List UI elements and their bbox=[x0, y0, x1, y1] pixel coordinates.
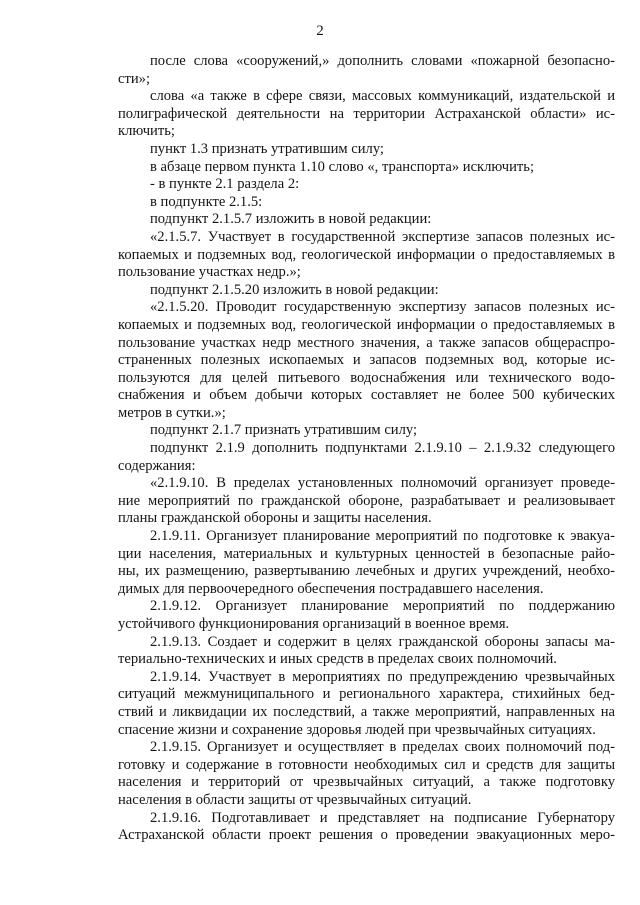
text-line: ны, их размещению, развертыванию лечебных и других учреждений, необхо- bbox=[118, 563, 615, 580]
page-number: 2 bbox=[316, 23, 324, 39]
text-line: Астраханской области проект решения о проведении эвакуационных меро- bbox=[118, 827, 615, 844]
text-line: слова «а также в сфере связи, массовых коммуникаций, издательской и bbox=[150, 88, 615, 105]
text-line: спасение жизни и сохранение здоровья людей при чрезвычайных ситуациях. bbox=[118, 721, 596, 738]
text-line: планы гражданской обороны и защиты населения. bbox=[118, 510, 432, 527]
text-line: «2.1.5.7. Участвует в государственной экспертизе запасов полезных ис- bbox=[150, 228, 615, 245]
text-line: устойчивого функционирования организаций в военное время. bbox=[118, 616, 510, 632]
document-body bbox=[118, 53, 615, 845]
text-line: страненных полезных ископаемых и запасов подземных вод, которые ис- bbox=[118, 352, 615, 369]
text-line: «2.1.9.10. В пределах установленных полномочий организует проведе- bbox=[150, 475, 615, 492]
text-line: 2.1.9.11. Организует планирование мероприятий по подготовке к эвакуа- bbox=[150, 528, 615, 545]
text-line: в абзаце первом пункта 1.10 слово «, транспорта» исключить; bbox=[150, 158, 535, 175]
text-line: населения и территорий от чрезвычайных ситуаций, а также подготовку bbox=[118, 774, 615, 791]
text-line: метров в сутки.»; bbox=[118, 404, 226, 421]
text-line: 2.1.9.13. Создает и содержит в целях гражданской обороны запасы ма- bbox=[150, 633, 615, 650]
text-line: 2.1.9.15. Организует и осуществляет в пределах своих полномочий под- bbox=[150, 739, 615, 756]
text-line: готовку и содержание в готовности необходимых сил и средств для защиты bbox=[118, 756, 615, 773]
text-line: ситуаций межмуниципального и регионального характера, стихийных бед- bbox=[118, 686, 615, 703]
text-line: - в пункте 2.1 раздела 2: bbox=[150, 176, 300, 193]
text-line: подпункт 2.1.9 дополнить подпунктами 2.1.9.10 – 2.1.9.32 следующего bbox=[150, 440, 615, 457]
text-line: снабжения и объем добычи которых составляет не более 500 кубических bbox=[118, 387, 615, 404]
text-line: ние мероприятий по гражданской обороне, разрабатывает и реализовывает bbox=[118, 492, 615, 509]
text-line: полиграфической деятельности на территории Астраханской области» ис- bbox=[118, 105, 615, 122]
text-line: подпункт 2.1.7 признать утратившим силу; bbox=[150, 422, 418, 439]
text-line: «2.1.5.20. Проводит государственную экспертизу запасов полезных ис- bbox=[150, 299, 615, 316]
text-line: подпункт 2.1.5.20 изложить в новой редакции: bbox=[150, 281, 439, 298]
text-line: пункт 1.3 признать утратившим силу; bbox=[150, 140, 384, 157]
text-line: в подпункте 2.1.5: bbox=[150, 193, 263, 210]
text-line: димых для первоочередного обеспечения пострадавшего населения. bbox=[118, 580, 544, 597]
text-line: ции населения, материальных и культурных ценностей в безопасные райо- bbox=[118, 545, 615, 562]
text-line: ствий и ликвидации их последствий, а также мероприятий, направленных на bbox=[118, 703, 615, 720]
text-line: содержания: bbox=[118, 457, 196, 474]
text-line: пользуются для целей питьевого водоснабжения или технического водо- bbox=[118, 369, 615, 386]
text-line: пользование участках недр местного значения, а также запасов общераспро- bbox=[118, 334, 615, 351]
text-line: копаемых и подземных вод, геологической информации о предоставляемых в bbox=[118, 246, 615, 263]
text-line: 2.1.9.12. Организует планирование мероприятий по поддержанию bbox=[150, 598, 615, 615]
text-line: ключить; bbox=[118, 123, 175, 140]
text-line: 2.1.9.14. Участвует в мероприятиях по предупреждению чрезвычайных bbox=[150, 668, 615, 685]
text-line: сти»; bbox=[118, 70, 151, 87]
text-line: 2.1.9.16. Подготавливает и представляет на подписание Губернатору bbox=[150, 809, 615, 826]
text-line: после слова «сооружений,» дополнить словами «пожарной безопасно- bbox=[150, 53, 615, 69]
text-line: подпункт 2.1.5.7 изложить в новой редакции: bbox=[150, 211, 432, 228]
text-line: териально-технических и иных средств в пределах своих полномочий. bbox=[118, 651, 557, 668]
text-line: населения в области защиты от чрезвычайных ситуаций. bbox=[118, 791, 472, 808]
text-line: копаемых и подземных вод, геологической информации о предоставляемых в bbox=[118, 316, 615, 333]
text-line: пользование участках недр.»; bbox=[118, 264, 301, 281]
